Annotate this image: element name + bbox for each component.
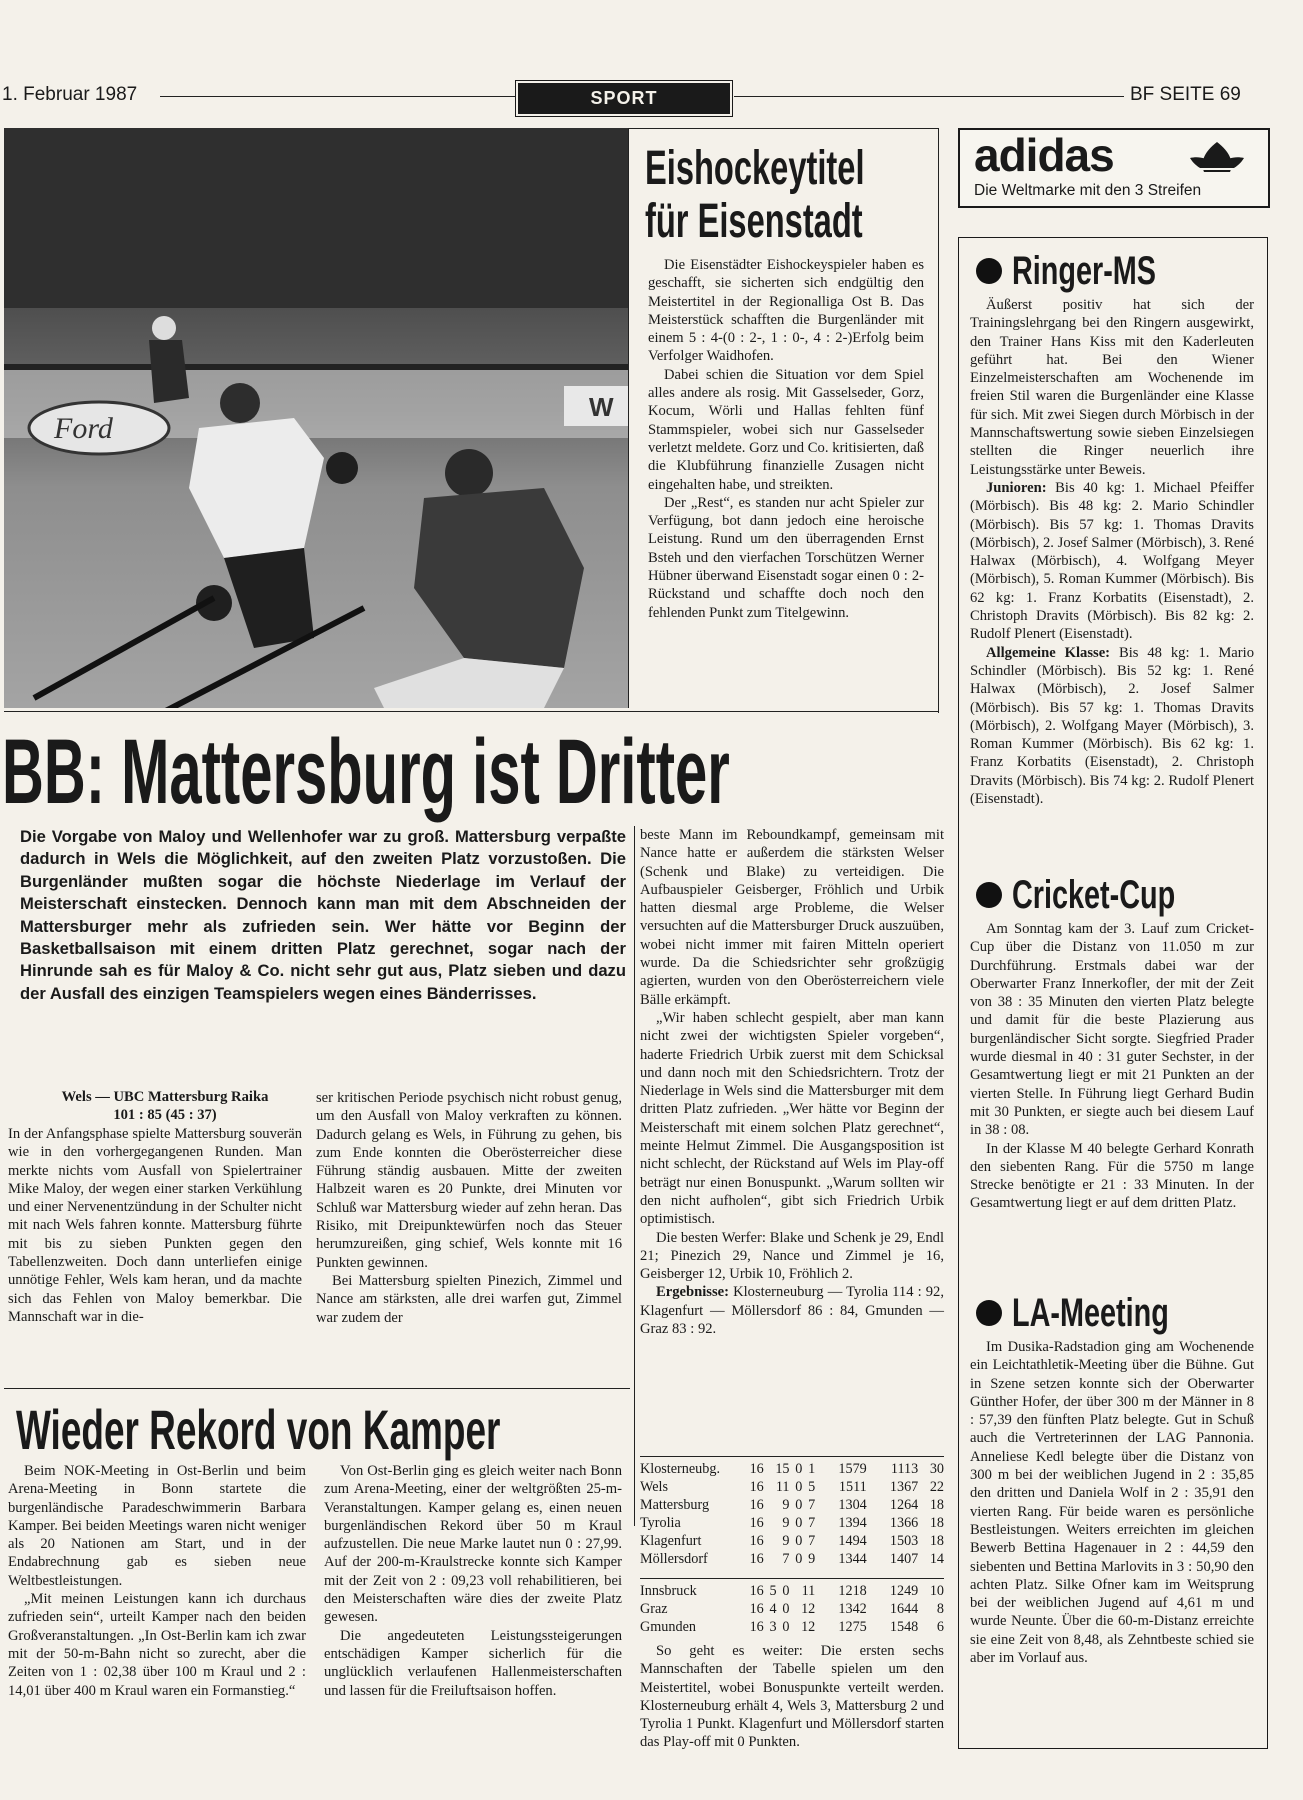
kamper-paragraph: Die angedeuteten Leistungssteigerungen entschädigen Kamper sicherlich für die unglücklich verlaufenen Hallenmeisterschaften und lassen für die Freiluftsaison hoffen. bbox=[324, 1627, 622, 1699]
standings-team: Klosterneubg. bbox=[640, 1461, 720, 1477]
standings-top-rule bbox=[640, 1456, 944, 1457]
standings-team: Mattersburg bbox=[640, 1497, 710, 1513]
standings-row bbox=[640, 1550, 944, 1568]
standings-value: 1275 bbox=[838, 1619, 867, 1635]
standings-table-bottom bbox=[640, 1582, 944, 1636]
bb-paragraph: Die besten Werfer: Blake und Schenk je 29, Endl 21; Pinezich 29, Nance und Zimmel je 16, Geisberger 12, Urbik 10, Fröhlich 2. bbox=[640, 1229, 944, 1283]
standings-value: 1342 bbox=[838, 1601, 867, 1617]
ringer-allgemein: Bis 48 kg: 1. Mario Schindler (Mörbisch). Bis 52 kg: 1. René Halwax (Mörbisch), 2. Josef Salmer (Mörbisch). Bis 57 kg: 1. Thomas Dravits (Mörbisch), 2. Wolfgang Mayer (Mörbisch), 3. Roman Kummer (Mörbisch). Bis 62 kg: 1. Franz Korbatits (Eisenstadt), 2. Christoph Dravits (Mörbisch). Bis 74 kg: 2. Rudolf Plenert (Eisenstadt). bbox=[970, 644, 1254, 808]
cricket-headline bbox=[976, 872, 1239, 918]
standings-value: 1344 bbox=[838, 1551, 867, 1567]
standings-value: 14 bbox=[929, 1551, 944, 1567]
bb-match-header bbox=[20, 1088, 310, 1125]
header-rule-left bbox=[160, 96, 515, 97]
standings-value: 16 bbox=[749, 1583, 764, 1599]
standings-team: Innsbruck bbox=[640, 1583, 697, 1599]
standings-value: 8 bbox=[936, 1601, 944, 1617]
adidas-logo-text: adidas bbox=[974, 129, 1114, 181]
standings-value: 1366 bbox=[889, 1515, 919, 1531]
bb-paragraph: „Wir haben schlecht gespielt, aber man kann nicht zwei der wichtigsten Spieler vorgeben“, haderte Friedrich Urbik zuerst mit dem Schicksal und dann noch mit den Schiedsrichtern. Trotz der Niederlage in Wels sind die Mattersburger mit dem dritten Platz zufrieden. „Wer hätte vor Beginn der Meisterschaft mit einem solchen Platz gerechnet“, meinte Helmut Zimmel. Die Ausgangsposition ist nicht schlecht, der Rückstand auf Wels im Play-off beträgt nur einen Bonuspunkt. „Warum sollten wir den nicht aufholen“, gibt sich Friedrich Urbik optimistisch. bbox=[640, 1009, 944, 1228]
kamper-top-rule bbox=[4, 1388, 630, 1389]
standings-value: 18 bbox=[929, 1497, 944, 1513]
standings-value: 4 bbox=[769, 1601, 777, 1617]
standings-value: 16 bbox=[749, 1479, 764, 1495]
standings-value: 0 bbox=[782, 1601, 790, 1617]
standings-value: 18 bbox=[929, 1515, 944, 1531]
standings-value: 15 bbox=[775, 1461, 790, 1477]
kamper-column-2 bbox=[324, 1462, 622, 1700]
standings-value: 16 bbox=[749, 1461, 764, 1477]
page-number: BF SEITE 69 bbox=[1130, 84, 1241, 105]
standings-value: 0 bbox=[782, 1619, 790, 1635]
eishockey-paragraph: Der „Rest“, es standen nur acht Spieler zur Verfügung, bot dann jedoch eine heroische Leistung. Rund um den überragenden Ernst Bsteh und den vierfachen Torschützen Werner Hübner überwand Eisenstadt sogar einen 0 : 2-Rückstand und schaffte doch noch den fehlenden Punkt zum Titelgewinn. bbox=[648, 494, 924, 621]
standings-value: 7 bbox=[782, 1551, 790, 1567]
standings-team: Tyrolia bbox=[640, 1515, 681, 1531]
bullet-icon bbox=[976, 882, 1002, 908]
standings-value: 0 bbox=[795, 1533, 803, 1549]
standings-value: 16 bbox=[749, 1619, 764, 1635]
eishockey-top-rule bbox=[628, 128, 938, 129]
standings-value: 1407 bbox=[889, 1551, 919, 1567]
standings-team: Klagenfurt bbox=[640, 1533, 702, 1549]
standings-value: 1 bbox=[808, 1461, 816, 1477]
standings-value: 0 bbox=[782, 1583, 790, 1599]
ringer-headline bbox=[976, 248, 1212, 294]
bb-closing bbox=[640, 1642, 944, 1752]
bb-paragraph: So geht es weiter: Die ersten sechs Mannschaften der Tabelle spielen um den Meistertitel, wobei Bonuspunkte verteilt werden. Klosterneuburg erhält 4, Wels 3, Mattersburg 2 und Tyrolia 1 Punkt. Klagenfurt und Möllersdorf starten das Play-off mit 0 Punkten. bbox=[640, 1643, 944, 1751]
bb-column-3 bbox=[640, 826, 944, 1338]
eishockey-right-rule bbox=[938, 128, 939, 713]
standings-value: 0 bbox=[795, 1515, 803, 1531]
standings-value: 1503 bbox=[889, 1533, 919, 1549]
standings-value: 0 bbox=[795, 1479, 803, 1495]
eishockey-paragraph: Die Eisenstädter Eishockeyspieler haben es geschafft, sie sicherten sich endgültig den Meistertitel in der Regionalliga Ost B. Das Meisterstück schafften die Burgenländer mit einem 5 : 4-(0 : 2-, 1 : 0-, 4 : 2-)Erfolg beim Verfolger Waidhofen. bbox=[648, 257, 924, 365]
standings-value: 0 bbox=[795, 1461, 803, 1477]
bb-column-1 bbox=[8, 1125, 302, 1326]
standings-team: Möllersdorf bbox=[640, 1551, 708, 1567]
standings-value: 1579 bbox=[838, 1461, 867, 1477]
kamper-paragraph: Von Ost-Berlin ging es gleich weiter nach Bonn zum Arena-Meeting, einer der weltgrößten 25-m-Veranstaltungen. Kamper gelang es, einen neuen burgenländischen Rekord über 50 m Kraul aufzustellen. Die neue Marke lautet nun 0 : 27,99. Auf der 200-m-Kraulstrecke konnte sich Kamper mit der Zeit von 2 : 09,23 voll rehabilitieren, bei den Meisterschaften wäre dies der zweite Platz gewesen. bbox=[324, 1463, 622, 1626]
cricket-paragraph: Am Sonntag kam der 3. Lauf zum Cricket-Cup über die Distanz von 11.050 m zur Durchführung. Erstmals dabei war der Oberwarter Franz Innerkofler, der mit der Zeit von 38 : 35 Minuten den vierten Platz belegte und damit für die beste Plazierung aus burgenländischer Sicht sorgte. Siegfried Prader wurde diesmal in 40 : 31 guter Sechster, in der Gesamtwertung liegt er mit 21 Punkten an der vierten Stelle. In Führung liegt Gerhard Budin mit 30 Punkten, er siegte auch bei diesem Lauf in 38 : 08. bbox=[970, 921, 1254, 1139]
standings-value: 11 bbox=[775, 1479, 790, 1495]
bb-match-score: 101 : 85 (45 : 37) bbox=[113, 1107, 217, 1124]
cricket-body bbox=[970, 920, 1254, 1213]
standings-value: 1264 bbox=[889, 1497, 919, 1513]
standings-value: 16 bbox=[749, 1533, 764, 1549]
standings-value: 7 bbox=[808, 1497, 816, 1513]
standings-value: 9 bbox=[782, 1497, 790, 1513]
eishockey-body bbox=[648, 256, 924, 622]
standings-team: Wels bbox=[640, 1479, 669, 1495]
kamper-headline: Wieder Rekord von Kamper bbox=[16, 1398, 501, 1461]
bb-paragraph: Bei Mattersburg spielten Pinezich, Zimmel und Nance am stärksten, alle drei warfen gut, Zimmel war zudem der bbox=[316, 1272, 622, 1326]
standings-row bbox=[640, 1496, 944, 1514]
la-body bbox=[970, 1338, 1254, 1667]
standings-value: 16 bbox=[749, 1601, 764, 1617]
bb-paragraph: ser kritischen Periode psychisch nicht robust genug, um den Ausfall von Maloy verkraften zu können. Dadurch gelang es Wels, in Führung zu gehen, bis zum Ende konnten die Oberösterreicher diese Führung ständig ausbauen. Mitte der zweiten Halbzeit waren es 20 Punkte, drei Minuten vor Schluß war Mattersburg wieder auf zehn heran. Das Risiko, mit Dreipunktewürfen noch das Steuer herumzureißen, ging schief, Wels konnte mit 16 Punkten gewinnen. bbox=[316, 1090, 622, 1271]
header-rule-right bbox=[734, 96, 1124, 97]
hockey-photo bbox=[4, 128, 628, 708]
standings-value: 1644 bbox=[889, 1601, 919, 1617]
ringer-body bbox=[970, 296, 1254, 808]
bb-paragraph: beste Mann im Reboundkampf, gemeinsam mit Nance hatte er außerdem die stärksten Welser (Schenk und Blake) zu verteidigen. Die Aufbauspieler Geisberger, Fröhlich und Urbik hatten diesmal arge Probleme, die Welser versuchten auf die Mattersburger Druck auszuüben, wobei nicht immer mit fairen Mitteln operiert wurde. Da die Schiedsrichter sehr großzügig agierten, wurden von den Oberösterreichern viele Bälle erkämpft. bbox=[640, 827, 944, 1008]
ringer-title: Ringer-MS bbox=[1012, 249, 1156, 293]
standings-value: 5 bbox=[808, 1479, 816, 1495]
ringer-junioren: Bis 40 kg: 1. Michael Pfeiffer (Mörbisch). Bis 48 kg: 2. Mario Schindler (Mörbisch). Bis 57 kg: 1. Thomas Dravits (Mörbisch), 2. Josef Salmer (Mörbisch), 3. René Halwax (Mörbisch), 4. Wolfgang Meyer (Mörbisch), 5. Roman Kummer (Mörbisch). Bis 62 kg: 1. Franz Korbatits (Eisenstadt), 2. Christoph Dravits (Mörbisch). Bis 82 kg: 2. Rudolf Plenert (Eisenstadt). bbox=[970, 479, 1254, 643]
bb-lead: Die Vorgabe von Maloy und Wellenhofer war zu groß. Mattersburg verpaßte dadurch in Wels die Möglichkeit, auf den zweiten Platz vorzustoßen. Die Burgenländer mußten sogar die höchste Niederlage im Verlauf der Meisterschaft einstecken. Dennoch kann man mit dem Abschneiden der Mattersburger mehr als zufrieden sein. Wer hätte vor Beginn der Basketballsaison mit einem dritten Platz gerechnet, sogar nach der Hinrunde sah es für Maloy & Co. nicht sehr gut aus, Platz sieben und dazu der Ausfall des einzigen Teamspielers wegen eines Bänderrisses. bbox=[20, 827, 626, 1003]
standings-value: 16 bbox=[749, 1515, 764, 1531]
bb-paragraph: In der Anfangsphase spielte Mattersburg souverän wie in den vorhergegangenen Runden. Man merkte nichts vom Ausfall von Spielertrainer Mike Maloy, der wegen einer starken Verkühlung und einer Nervenentzündung in der Schulter nicht mit nach Wels fahren konnte. Mattersburg führte mit bis zu sieben Punkten gegen den Tabellenzweiten. Doch dann unterliefen einige unnötige Fehler, Wels kam heran, und da machte sich das Fehlen von Maloy bemerkbar. Die Mannschaft war in die- bbox=[8, 1126, 302, 1325]
bb-ergebnisse-label: Ergebnisse: bbox=[656, 1284, 729, 1301]
standings-row bbox=[640, 1478, 944, 1496]
standings-value: 12 bbox=[801, 1601, 816, 1617]
standings-row bbox=[640, 1582, 944, 1600]
standings-value: 7 bbox=[808, 1533, 816, 1549]
eishockey-left-rule bbox=[628, 128, 629, 708]
la-paragraph: Im Dusika-Radstadion ging am Wochenende ein Leichtathletik-Meeting über die Bühne. Gut in Szene setzen konnte sich der Oberwarter Günther Hofer, der über 300 m der Männer in 8 : 57,39 den fünften Platz belegte. Gut in Schuß auch die Vertreterinnen der LAG Pannonia. Anneliese Kedl belegte über die Distanz von 300 m bei der weiblichen Jugend in 2 : 35,85 den dritten und Daniela Wolf in 2 : 35,91 den vierten Rang. Für beide waren es persönliche Bestleistungen. Weiters erreichten im gleichen Bewerb Bettina Hagenauer in 2 : 44,59 den siebenten und Bettina Marlovits in 3 : 50,90 den achten Platz. Silke Ofner kam im Weitsprung bei der weiblichen Jugend auf 4,61 m und wurde Neunte. Über die 60-m-Distanz erreichte sie eine Zeit von 8,48, als Zehntbeste schied sie aber im Vorlauf aus. bbox=[970, 1339, 1254, 1667]
kamper-paragraph: „Mit meinen Leistungen kann ich durchaus zufrieden sein“, urteilt Kamper nach den beiden Großveranstaltungen. „In Ost-Berlin kam ich zwar mit der 50-m-Bahn nicht so zurecht, aber die Zeiten von 1 : 02,38 über 100 m Kraul und 2 : 14,01 über 400 m Kraul waren ein Formanstieg.“ bbox=[8, 1591, 306, 1699]
standings-value: 18 bbox=[929, 1533, 944, 1549]
kamper-column-1 bbox=[8, 1462, 306, 1700]
standings-value: 12 bbox=[801, 1619, 816, 1635]
la-title: LA-Meeting bbox=[1012, 1291, 1169, 1335]
standings-row bbox=[640, 1514, 944, 1532]
standings-value: 0 bbox=[795, 1551, 803, 1567]
adidas-tagline: Die Weltmarke mit den 3 Streifen bbox=[974, 182, 1202, 199]
bb-ergebnisse: Klosterneuburg — Tyrolia 114 : 92, Klagenfurt — Möllersdorf 86 : 84, Gmunden — Graz 83 : 92. bbox=[640, 1284, 944, 1338]
bullet-icon bbox=[976, 1300, 1002, 1326]
standings-team: Gmunden bbox=[640, 1619, 696, 1635]
standings-value: 5 bbox=[769, 1583, 777, 1599]
standings-value: 10 bbox=[929, 1583, 944, 1599]
ringer-paragraph: Äußerst positiv hat sich der Trainingslehrgang bei den Ringern ausgewirkt, den Trainer Hans Kiss mit den Kaderleuten geführt hat. Bei den Wiener Einzelmeisterschaften am Wochenende im freien Stil waren die Burgenländer eine Klasse für sich. Mit zwei Siegen durch Mörbisch in der Mannschaftswertung sowie sieben Einzelsiegen stellten die Ringer neuerlich ihre Leistungsstärke unter Beweis. bbox=[970, 297, 1254, 478]
standings-value: 0 bbox=[795, 1497, 803, 1513]
standings-value: 16 bbox=[749, 1551, 764, 1567]
eishockey-paragraph: Dabei schien die Situation vor dem Spiel alles andere als rosig. Mit Gasselseder, Gorz, Kocum, Wörli und Hallas fehlten fünf Stammspieler, wobei sich nur Gasselseder verletzt meldete. Gorz und Co. kritisierten, daß die Klubführung finanzielle Zusagen nicht eingehalten habe, und streikten. bbox=[648, 366, 924, 493]
standings-value: 9 bbox=[808, 1551, 816, 1567]
eishockey-headline-2: für Eisenstadt bbox=[645, 195, 863, 248]
issue-date: 1. Februar 1987 bbox=[2, 84, 138, 105]
standings-value: 1548 bbox=[889, 1619, 919, 1635]
standings-value: 1218 bbox=[838, 1583, 867, 1599]
hockey-scene-graphic bbox=[4, 128, 628, 708]
standings-team: Graz bbox=[640, 1601, 668, 1617]
svg-text:W: W bbox=[589, 392, 614, 422]
standings-row bbox=[640, 1600, 944, 1618]
standings-value: 7 bbox=[808, 1515, 816, 1531]
standings-value: 22 bbox=[929, 1479, 944, 1495]
standings-value: 6 bbox=[936, 1619, 944, 1635]
bb-match-teams: Wels — UBC Mattersburg Raika bbox=[61, 1089, 269, 1105]
standings-row bbox=[640, 1460, 944, 1478]
trefoil-logo-icon bbox=[1182, 138, 1252, 178]
kamper-paragraph: Beim NOK-Meeting in Ost-Berlin und beim Arena-Meeting in Bonn startete die burgenländische Paradeschwimmerin Barbara Kamper. Bei beiden Meetings waren nicht weniger als 20 Nationen am Start, und in der Endabrechnung gab es sieben neue Weltbestleistungen. bbox=[8, 1463, 306, 1589]
standings-value: 16 bbox=[749, 1497, 764, 1513]
standings-value: 1367 bbox=[889, 1479, 919, 1495]
standings-value: 1511 bbox=[838, 1479, 867, 1495]
adidas-ad bbox=[958, 128, 1270, 208]
standings-value: 1394 bbox=[838, 1515, 867, 1531]
bullet-icon bbox=[976, 258, 1002, 284]
bb-column-2 bbox=[316, 1089, 622, 1327]
standings-value: 3 bbox=[769, 1619, 777, 1635]
eishockey-headline-1: Eishockeytitel bbox=[645, 142, 865, 195]
eishockey-bottom-rule bbox=[4, 711, 938, 712]
bb-headline: BB: Mattersburg ist Dritter bbox=[2, 721, 730, 823]
standings-value: 1249 bbox=[889, 1583, 919, 1599]
standings-row bbox=[640, 1618, 944, 1636]
ringer-junioren-label: Junioren: bbox=[986, 479, 1047, 496]
standings-value: 1494 bbox=[838, 1533, 867, 1549]
standings-table-top bbox=[640, 1460, 944, 1568]
standings-value: 1113 bbox=[890, 1461, 919, 1477]
standings-value: 11 bbox=[801, 1583, 816, 1599]
ringer-allgemein-label: Allgemeine Klasse: bbox=[986, 644, 1111, 661]
standings-row bbox=[640, 1532, 944, 1550]
section-label: SPORT bbox=[518, 83, 730, 114]
standings-value: 1304 bbox=[838, 1497, 867, 1513]
la-headline bbox=[976, 1290, 1230, 1336]
cricket-paragraph: In der Klasse M 40 belegte Gerhard Konrath den siebenten Rang. Für die 5750 m lange Strecke benötigte er 21 : 33 Minuten. In der Gesamtwertung liegt er auf dem dritten Platz. bbox=[970, 1140, 1254, 1212]
standings-value: 30 bbox=[929, 1461, 944, 1477]
bb-column-divider bbox=[634, 826, 635, 1526]
cricket-title: Cricket-Cup bbox=[1012, 873, 1176, 917]
standings-value: 9 bbox=[782, 1533, 790, 1549]
standings-value: 9 bbox=[782, 1515, 790, 1531]
svg-text:Ford: Ford bbox=[54, 412, 113, 445]
standings-middle-rule bbox=[640, 1578, 944, 1579]
